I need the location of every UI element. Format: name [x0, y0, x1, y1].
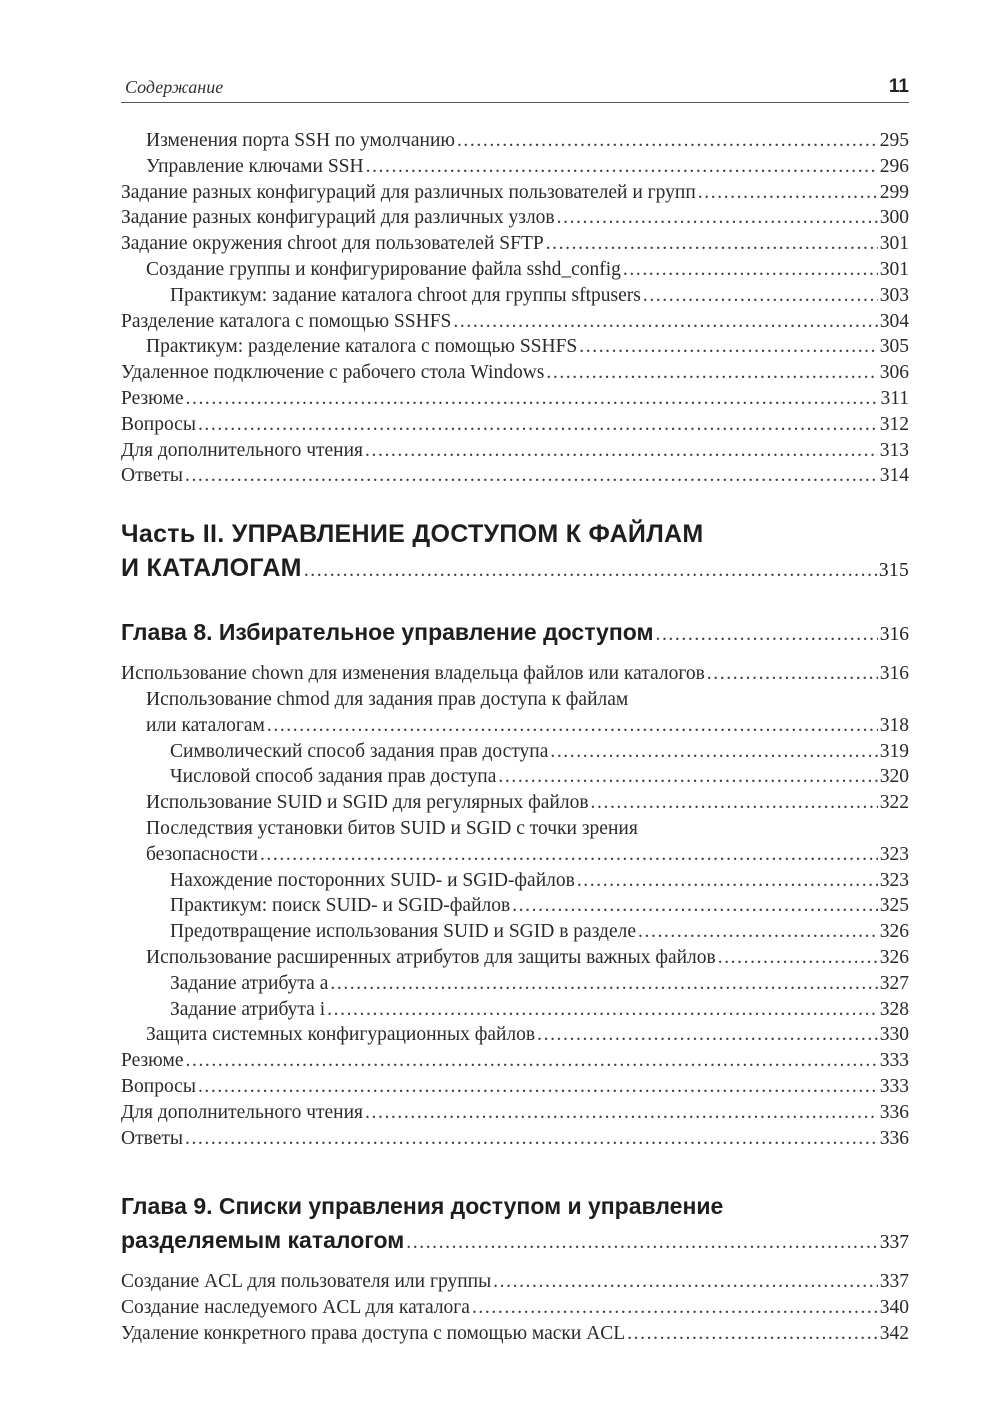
- dot-leader: [457, 128, 878, 154]
- entry-title: Удаление конкретного права доступа с помощью маски ACL: [121, 1322, 626, 1344]
- dot-leader: [550, 739, 877, 765]
- entry-page-number: 306: [879, 362, 909, 384]
- entry-title: Резюме: [121, 1050, 184, 1072]
- dot-leader: [638, 919, 878, 945]
- dot-leader: [365, 1100, 878, 1126]
- entry-page-number: 318: [879, 714, 909, 736]
- toc-entry: [121, 231, 909, 257]
- dot-leader: [198, 1074, 878, 1100]
- entry-page-number: 316: [879, 663, 909, 685]
- entry-title: Создание наследуемого ACL для каталога: [121, 1297, 470, 1319]
- toc-entry: [121, 1048, 909, 1074]
- toc-entry: [121, 764, 909, 790]
- entry-title: Задание разных конфигураций для различных узлов: [121, 207, 555, 229]
- heading-line: Глава 8. Избирательное управление доступом: [121, 619, 654, 646]
- heading-line: И КАТАЛОГАМ: [121, 554, 302, 583]
- entry-title: Управление ключами SSH: [146, 155, 364, 177]
- toc-entry: [121, 945, 909, 971]
- entry-page-number: 311: [880, 387, 909, 409]
- entry-title: Для дополнительного чтения: [121, 439, 364, 461]
- toc-entry: [121, 1321, 909, 1347]
- dot-leader: [627, 1321, 878, 1347]
- entry-title: Защита системных конфигурационных файлов: [146, 1024, 536, 1046]
- dot-leader: [327, 997, 878, 1023]
- entry-page-number: 340: [879, 1297, 909, 1319]
- entry-page-number: 320: [879, 766, 909, 788]
- entry-page-number: 333: [879, 1075, 909, 1097]
- entry-title: Изменения порта SSH по умолчанию: [146, 130, 455, 151]
- toc-entry: [121, 713, 909, 739]
- entry-page-number: 325: [879, 895, 909, 917]
- entry-title: Использование chown для изменения владельца файлов или каталогов: [121, 663, 705, 685]
- toc-section-chapter: [121, 615, 909, 1151]
- dot-leader: [718, 945, 878, 971]
- running-header: [121, 70, 909, 103]
- entry-page-number: 322: [879, 792, 909, 814]
- entry-page-number: 314: [879, 465, 909, 487]
- entry-page-number: 330: [879, 1024, 909, 1046]
- chapter-heading: [121, 1189, 909, 1223]
- dot-leader: [186, 1048, 878, 1074]
- entry-page-number: 303: [879, 284, 909, 306]
- entry-title: Ответы: [121, 1127, 183, 1149]
- toc-entry: [121, 205, 909, 231]
- toc-entry: [121, 919, 909, 945]
- heading-page-number: 337: [879, 1232, 909, 1254]
- dot-leader: [472, 1295, 878, 1321]
- toc-entry: [121, 816, 909, 842]
- entry-title: Использование chmod для задания прав доступа к файлам: [146, 688, 629, 710]
- toc-entry: [121, 1074, 909, 1100]
- toc-entry: [121, 283, 909, 309]
- toc-entry: [121, 971, 909, 997]
- part-heading: [121, 517, 909, 551]
- table-of-contents: [121, 128, 909, 1347]
- entry-page-number: 328: [879, 998, 909, 1020]
- toc-entry: [121, 997, 909, 1023]
- toc-entry: [121, 1022, 909, 1048]
- entry-title: Использование расширенных атрибутов для защиты важных файлов: [146, 946, 716, 968]
- entry-title: Практикум: поиск SUID- и SGID-файлов: [170, 895, 511, 917]
- entry-page-number: 296: [879, 155, 909, 177]
- entry-page-number: 319: [879, 740, 909, 762]
- entry-title: Для дополнительного чтения: [121, 1101, 364, 1123]
- heading-page-number: 315: [878, 560, 909, 582]
- entry-page-number: 295: [879, 130, 909, 151]
- header-title: Содержание: [125, 77, 224, 97]
- toc-entry: [121, 842, 909, 868]
- dot-leader: [260, 842, 878, 868]
- entry-title: Задание атрибута i: [170, 998, 326, 1020]
- entry-page-number: 333: [879, 1050, 909, 1072]
- dot-leader: [498, 764, 877, 790]
- toc-entry: [121, 661, 909, 687]
- dot-leader: [707, 661, 878, 687]
- toc-entry: [121, 257, 909, 283]
- entry-title: Удаленное подключение с рабочего стола Windows: [121, 362, 545, 384]
- toc-section-chapter: [121, 1189, 909, 1346]
- entry-title: Создание ACL для пользователя или группы: [121, 1271, 492, 1293]
- part-heading: [121, 551, 909, 585]
- entry-title: Задание окружения chroot для пользователей SFTP: [121, 233, 544, 255]
- toc-entry: [121, 386, 909, 412]
- entry-page-number: 327: [879, 972, 909, 994]
- entry-title: Использование SUID и SGID для регулярных файлов: [146, 792, 589, 814]
- entry-title: Вопросы: [121, 413, 196, 435]
- dot-leader: [453, 309, 877, 335]
- dot-leader: [198, 412, 878, 438]
- toc-entry: [121, 334, 909, 360]
- entry-page-number: 300: [879, 207, 909, 229]
- dot-leader: [330, 971, 877, 997]
- entry-page-number: 336: [879, 1101, 909, 1123]
- header-page-number: 11: [888, 76, 909, 97]
- entry-page-number: 326: [879, 921, 909, 943]
- toc-entry: [121, 309, 909, 335]
- entry-title: Задание атрибута a: [170, 972, 329, 994]
- dot-leader: [546, 360, 877, 386]
- entry-page-number: 323: [879, 843, 909, 865]
- toc-entry: [121, 1295, 909, 1321]
- entry-page-number: 337: [879, 1271, 909, 1293]
- dot-leader: [655, 618, 877, 652]
- toc-entry: [121, 128, 909, 154]
- entry-title: Задание разных конфигураций для различных пользователей и групп: [121, 181, 696, 203]
- toc-page: [121, 70, 909, 1347]
- entry-title: Ответы: [121, 465, 183, 487]
- entry-page-number: 301: [879, 233, 909, 255]
- dot-leader: [579, 334, 877, 360]
- entry-title: Последствия установки битов SUID и SGID с точки зрения: [146, 817, 638, 839]
- dot-leader: [366, 154, 878, 180]
- dot-leader: [185, 1126, 878, 1152]
- toc-section-part: [121, 517, 909, 585]
- toc-entry: [121, 154, 909, 180]
- heading-line: Глава 9. Списки управления доступом и управление: [121, 1193, 724, 1220]
- dot-leader: [557, 205, 878, 231]
- entry-title: Символический способ задания прав доступа: [170, 740, 549, 762]
- entry-title: или каталогам: [146, 714, 265, 736]
- toc-entries: [121, 661, 909, 1151]
- toc-entry: [121, 1126, 909, 1152]
- toc-entry: [121, 868, 909, 894]
- entry-title: Разделение каталога с помощью SSHFS: [121, 310, 452, 332]
- entry-page-number: 326: [879, 946, 909, 968]
- toc-section-continuation: [121, 128, 909, 489]
- toc-entry: [121, 1269, 909, 1295]
- entry-title: Практикум: задание каталога chroot для группы sftpusers: [170, 284, 641, 306]
- heading-line: разделяемым каталогом: [121, 1227, 405, 1254]
- entry-page-number: 323: [879, 869, 909, 891]
- toc-entries: [121, 1269, 909, 1346]
- dot-leader: [537, 1022, 878, 1048]
- dot-leader: [577, 868, 878, 894]
- dot-leader: [493, 1269, 878, 1295]
- dot-leader: [591, 790, 878, 816]
- dot-leader: [186, 386, 879, 412]
- entry-title: Числовой способ задания прав доступа: [170, 766, 497, 788]
- toc-entry: [121, 412, 909, 438]
- chapter-heading: [121, 1223, 909, 1257]
- entry-title: Резюме: [121, 387, 184, 409]
- dot-leader: [304, 554, 877, 588]
- dot-leader: [512, 893, 878, 919]
- entry-page-number: 299: [879, 181, 909, 203]
- dot-leader: [267, 713, 878, 739]
- entry-page-number: 342: [879, 1322, 909, 1344]
- toc-entry: [121, 687, 909, 713]
- entry-title: Вопросы: [121, 1075, 196, 1097]
- toc-entry: [121, 360, 909, 386]
- entry-title: безопасности: [146, 843, 258, 865]
- dot-leader: [623, 257, 878, 283]
- entry-title: Нахождение посторонних SUID- и SGID-файлов: [170, 869, 575, 891]
- dot-leader: [406, 1226, 877, 1260]
- entry-page-number: 312: [879, 413, 909, 435]
- toc-entry: [121, 180, 909, 206]
- toc-entries: [121, 128, 909, 489]
- dot-leader: [365, 438, 878, 464]
- dot-leader: [185, 463, 878, 489]
- entry-title: Предотвращение использования SUID и SGID в разделе: [170, 921, 637, 943]
- entry-title: Практикум: разделение каталога с помощью SSHFS: [146, 336, 578, 358]
- entry-page-number: 301: [879, 258, 909, 280]
- toc-entry: [121, 739, 909, 765]
- entry-page-number: 305: [879, 336, 909, 358]
- dot-leader: [546, 231, 878, 257]
- toc-entry: [121, 790, 909, 816]
- toc-entry: [121, 438, 909, 464]
- toc-entry: [121, 893, 909, 919]
- entry-page-number: 313: [879, 439, 909, 461]
- chapter-heading: [121, 615, 909, 649]
- dot-leader: [643, 283, 878, 309]
- dot-leader: [698, 180, 878, 206]
- entry-page-number: 304: [879, 310, 909, 332]
- entry-title: Создание группы и конфигурирование файла sshd_config: [146, 258, 621, 280]
- entry-page-number: 336: [879, 1127, 909, 1149]
- toc-entry: [121, 463, 909, 489]
- heading-line: Часть II. УПРАВЛЕНИЕ ДОСТУПОМ К ФАЙЛАМ: [121, 520, 704, 549]
- heading-page-number: 316: [879, 624, 909, 646]
- toc-entry: [121, 1100, 909, 1126]
